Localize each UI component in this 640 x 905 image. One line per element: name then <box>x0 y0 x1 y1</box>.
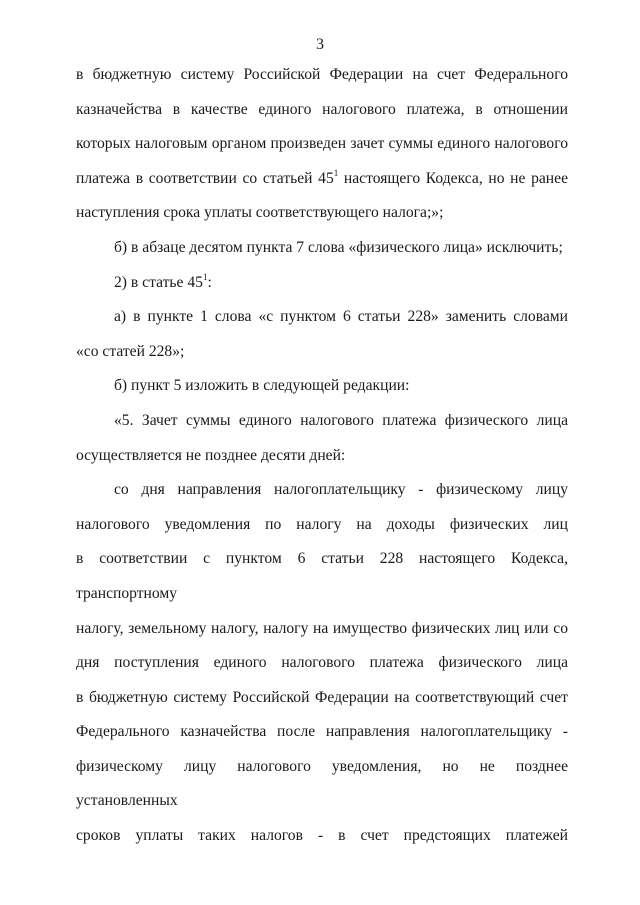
text-fragment: 2) в статье 45 <box>114 273 203 291</box>
text-line: осуществляется не позднее десяти дней: <box>76 446 346 464</box>
text-line: Федерального казначейства после направления налогоплательщику - <box>76 723 568 741</box>
paragraph-line: б) в абзаце десятом пункта 7 слова «физического лица» исключить; <box>114 238 563 256</box>
text-line: которых налоговым органом произведен зачет суммы единого налогового <box>76 135 568 153</box>
text-line: в бюджетную систему Российской Федерации на соответствующий счет <box>76 688 568 706</box>
text-line <box>76 162 568 197</box>
paragraph-line: со дня направления налогоплательщику - физическому лицу <box>114 481 568 499</box>
text-line: дня поступления единого налогового платежа физического лица <box>76 654 568 672</box>
superscript: 1 <box>202 271 208 282</box>
superscript: 1 <box>333 167 339 178</box>
text-line: физическому лицу налогового уведомления, но не позднее установленных <box>76 757 568 810</box>
text-line: сроков уплаты таких налогов - в счет предстоящих платежей <box>76 827 568 845</box>
text-fragment: : <box>207 273 212 291</box>
page-number: 3 <box>316 36 324 53</box>
paragraph-line: а) в пункте 1 слова «с пунктом 6 статьи 228» заменить словами <box>114 308 568 326</box>
paragraph-line: б) пункт 5 изложить в следующей редакции: <box>114 377 410 395</box>
text-line: в бюджетную систему Российской Федерации на счет Федерального <box>76 66 568 83</box>
text-fragment: платежа в соответствии со статьей 45 <box>76 169 334 187</box>
text-line: в соответствии с пунктом 6 статьи 228 настоящего Кодекса, транспортному <box>76 550 568 602</box>
text-line: налогового уведомления по налогу на доходы физических лиц <box>76 515 568 533</box>
paragraph-line: «5. Зачет суммы единого налогового платежа физического лица <box>114 411 568 429</box>
paragraph-line <box>76 266 568 301</box>
text-line: «со статей 228»; <box>76 342 185 360</box>
text-line: наступления срока уплаты соответствующего налога;»; <box>76 204 444 222</box>
document-body <box>76 58 568 854</box>
text-line: налогу, земельному налогу, налогу на имущество физических лиц или со <box>76 619 568 637</box>
text-fragment: настоящего Кодекса, но не ранее <box>338 169 568 187</box>
text-line: казначейства в качестве единого налогового платежа, в отношении <box>76 100 568 118</box>
